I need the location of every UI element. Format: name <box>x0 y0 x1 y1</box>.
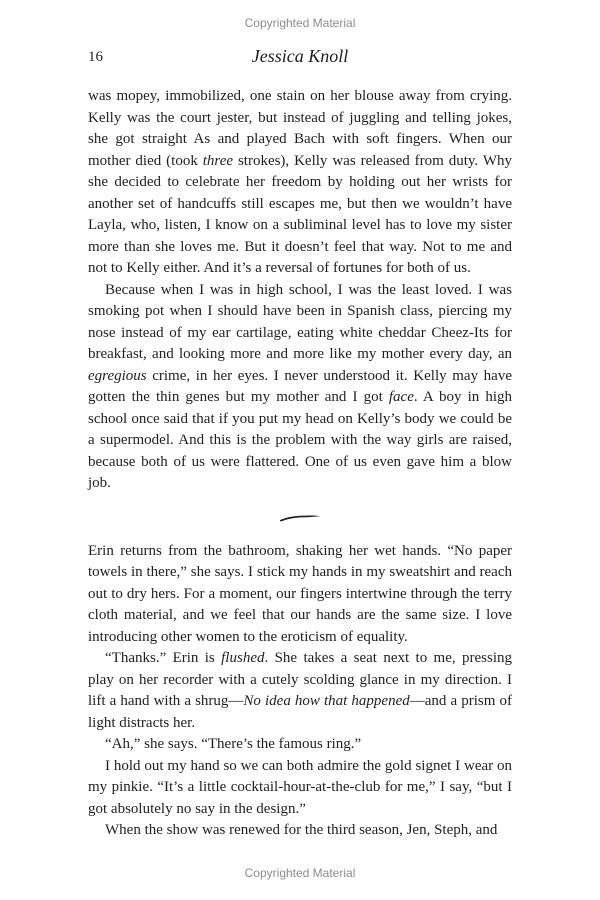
text-run: . She takes a seat next to me, pressing play on her recorder with a cutely scolding glance in my direction. I lift a hand with a shrug— <box>88 650 512 709</box>
paragraph <box>88 86 512 280</box>
running-header-author: Jessica Knoll <box>251 46 349 66</box>
italic-text-run: No idea how that happened <box>243 693 410 709</box>
paragraph <box>88 734 512 756</box>
text-run: “Thanks.” Erin is <box>105 650 222 666</box>
paragraph <box>88 756 512 821</box>
paragraph <box>88 541 512 649</box>
text-run: Erin returns from the bathroom, shaking her wet hands. “No paper towels in there,” she says. I stick my hands in my sweatshirt and reach out to dry hers. For a moment, our fingers intertwine through the terry cloth material, and we feel that our hands are the same size. I love introducing other women to the eroticism of equality. <box>88 542 512 645</box>
italic-text-run: egregious <box>88 367 147 384</box>
italic-text-run: three <box>202 152 234 169</box>
text-run: was mopey, immobilized, one stain on her blouse away from crying. Kelly was the court jester, but instead of juggling and telling jokes, she got straight As and played Bach with soft fingers. When our mother died (took <box>88 88 512 169</box>
body-section-2 <box>88 541 512 842</box>
text-run: “Ah,” she says. “There’s the famous ring.” <box>105 736 362 752</box>
body-text <box>88 86 512 842</box>
running-head <box>88 46 512 70</box>
divider-swoosh-icon <box>279 513 321 523</box>
page-number: 16 <box>88 49 103 65</box>
section-divider <box>88 513 512 523</box>
text-run: —and a prism of light distracts her. <box>88 693 512 731</box>
italic-text-run: face <box>388 389 414 405</box>
body-section-1 <box>88 86 512 495</box>
paragraph <box>88 648 512 734</box>
paragraph <box>88 280 512 495</box>
text-run: . A boy in high school once said that if you put my head on Kelly’s body we could be a supermodel. And this is the problem with the way girls are raised, because both of us were flattered. One of us even gave him a blow job. <box>88 389 512 491</box>
text-run: I hold out my hand so we can both admire the gold signet I wear on my pinkie. “It’s a little cocktail-hour-at-the-club for me,” I say, “but I got absolutely no say in the design.” <box>88 757 512 817</box>
copyright-watermark-bottom: Copyrighted Material <box>244 866 356 880</box>
text-run: crime, in her eyes. I never understood it. Kelly may have gotten the thin genes but my mother and I got <box>88 367 512 405</box>
text-run: Because when I was in high school, I was the least loved. I was smoking pot when I should have been in Spanish class, piercing my nose instead of my ear cartilage, eating white cheddar Cheez-Its for breakfast, and looking more and more like my mother every day, an <box>88 281 512 362</box>
italic-text-run: flushed <box>221 650 265 666</box>
text-run: When the show was renewed for the third season, Jen, Steph, and <box>105 822 498 838</box>
text-run: strokes), Kelly was released from duty. Why she decided to celebrate her freedom by holding out her wrists for another set of handcuffs still escapes me, but then we wouldn’t have Layla, who, listen, I know on a subliminal level has to love my sister more than she loves me. But it doesn’t feel that way. Not to me and not to Kelly either. And it’s a reversal of fortunes for both of us. <box>88 152 512 276</box>
paragraph <box>88 820 512 842</box>
copyright-watermark-top: Copyrighted Material <box>244 16 356 30</box>
